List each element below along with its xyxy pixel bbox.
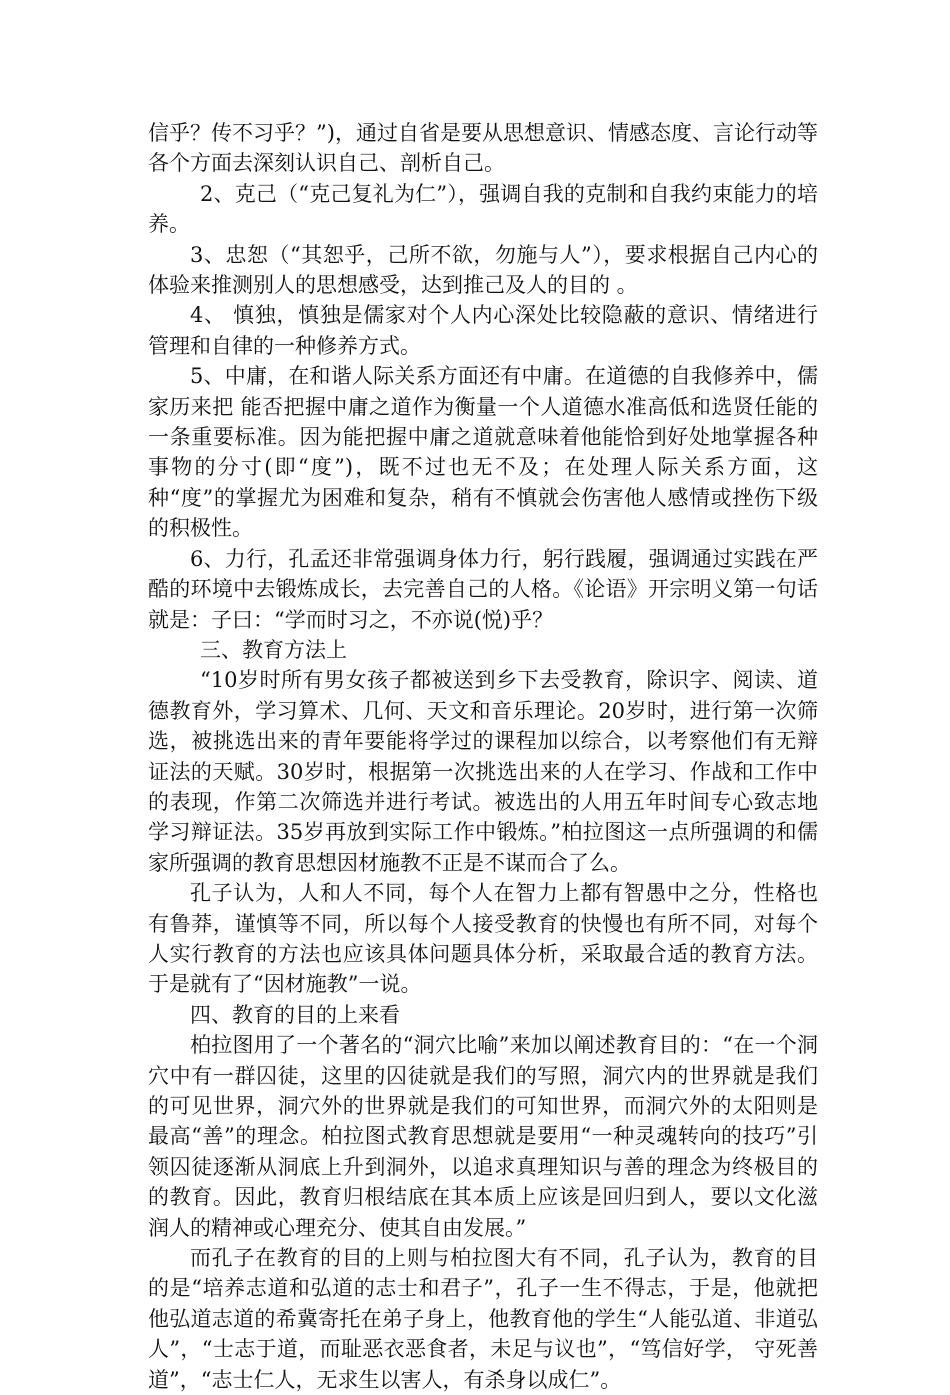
paragraph-golden-mean: 5、中庸，在和谐人际关系方面还有中庸。在道德的自我修养中，儒家历来把 能否把握中庸之道作为衡量一个人道德水准高低和选贤任能的一条重要标准。因为能把握中庸之道就意味着他能恰到好处地掌握各种事物的分寸(即“度”)，既不过也无不及；在处理人际关系方面，这种“度”的掌握尤为困难和复杂，稍有不慎就会伤害他人感情或挫伤下级的积极性。 bbox=[148, 364, 818, 541]
paragraph-self-restraint: 2、克己（“克己复礼为仁”），强调自我的克制和自我约束能力的培养。 bbox=[148, 181, 818, 237]
paragraph-forbearance: 3、忠恕（“其恕乎，己所不欲，勿施与人”），要求根据自己内心的体验来推测别人的思想感受，达到推己及人的目的 。 bbox=[148, 242, 818, 298]
paragraph-cave-allegory: 柏拉图用了一个著名的“洞穴比喻”来加以阐述教育目的：“在一个洞穴中有一群囚徒，这里的囚徒就是我们的写照，洞穴内的世界就是我们的可见世界，洞穴外的世界就是我们的可知世界，而洞穴外的太阳则是最高“善”的理念。柏拉图式教育思想就是要用“一种灵魂转向的技巧”引领囚徒逐渐从洞底上升到洞外，以追求真理知识与善的理念为终极目的的教育。因此，教育归根结底在其本质上应该是回归到人，要以文化滋润人的精神或心理充分、使其自由发展。” bbox=[148, 1033, 818, 1240]
paragraph-practice: 6、力行，孔孟还非常强调身体力行，躬行践履，强调通过实践在严酷的环境中去锻炼成长，去完善自己的人格。《论语》开宗明义第一句话就是：子曰：“学而时习之，不亦说(悦)乎？ bbox=[148, 546, 818, 632]
paragraph-confucius-individual-teaching: 孔子认为，人和人不同，每个人在智力上都有智愚中之分，性格也有鲁莽，谨慎等不同，所以每个人接受教育的快慢也有所不同，对每个人实行教育的方法也应该具体问题具体分析，采取最合适的教育方法。于是就有了“因材施教”一说。 bbox=[148, 881, 818, 997]
paragraph-confucius-goals: 而孔子在教育的目的上则与柏拉图大有不同，孔子认为，教育的目的是“培养志道和弘道的志士和君子”，孔子一生不得志，于是，他就把他弘道志道的希冀寄托在弟子身上，他教育他的学生“人能弘道、非道弘人”，“士志于道，而耻恶衣恶食者，未足与议也”，“笃信好学， 守死善道”，“志士仁人，无求生以害人，有杀身以成仁”。 bbox=[148, 1246, 818, 1392]
section-heading-education-goals: 四、教育的目的上来看 bbox=[190, 1002, 400, 1027]
paragraph-self-reflection: 信乎？传不习乎？”)，通过自省是要从思想意识、情感态度、言论行动等各个方面去深刻认识自己、剖析自己。 bbox=[148, 121, 818, 176]
section-heading-teaching-methods: 三、教育方法上 bbox=[200, 637, 347, 662]
paragraph-plato-education-stages: “10岁时所有男女孩子都被送到乡下去受教育，除识字、阅读、道德教育外，学习算术、几何、天文和音乐理论。20岁时，进行第一次筛选，被挑选出来的青年要能将学过的课程加以综合，以考察他们有无辩证法的天赋。30岁时，根据第一次挑选出来的人在学习、作战和工作中的表现，作第二次筛选并进行考试。被选出的人用五年时间专心致志地学习辩证法。35岁再放到实际工作中锻炼。”柏拉图这一点所强调的和儒家所强调的教育思想因材施教不正是不谋而合了么。 bbox=[148, 668, 818, 875]
paragraph-solitude: 4、 慎独，慎独是儒家对个人内心深处比较隐蔽的意识、情绪进行管理和自律的一种修养方式。 bbox=[148, 303, 818, 358]
document-body bbox=[148, 118, 818, 1395]
